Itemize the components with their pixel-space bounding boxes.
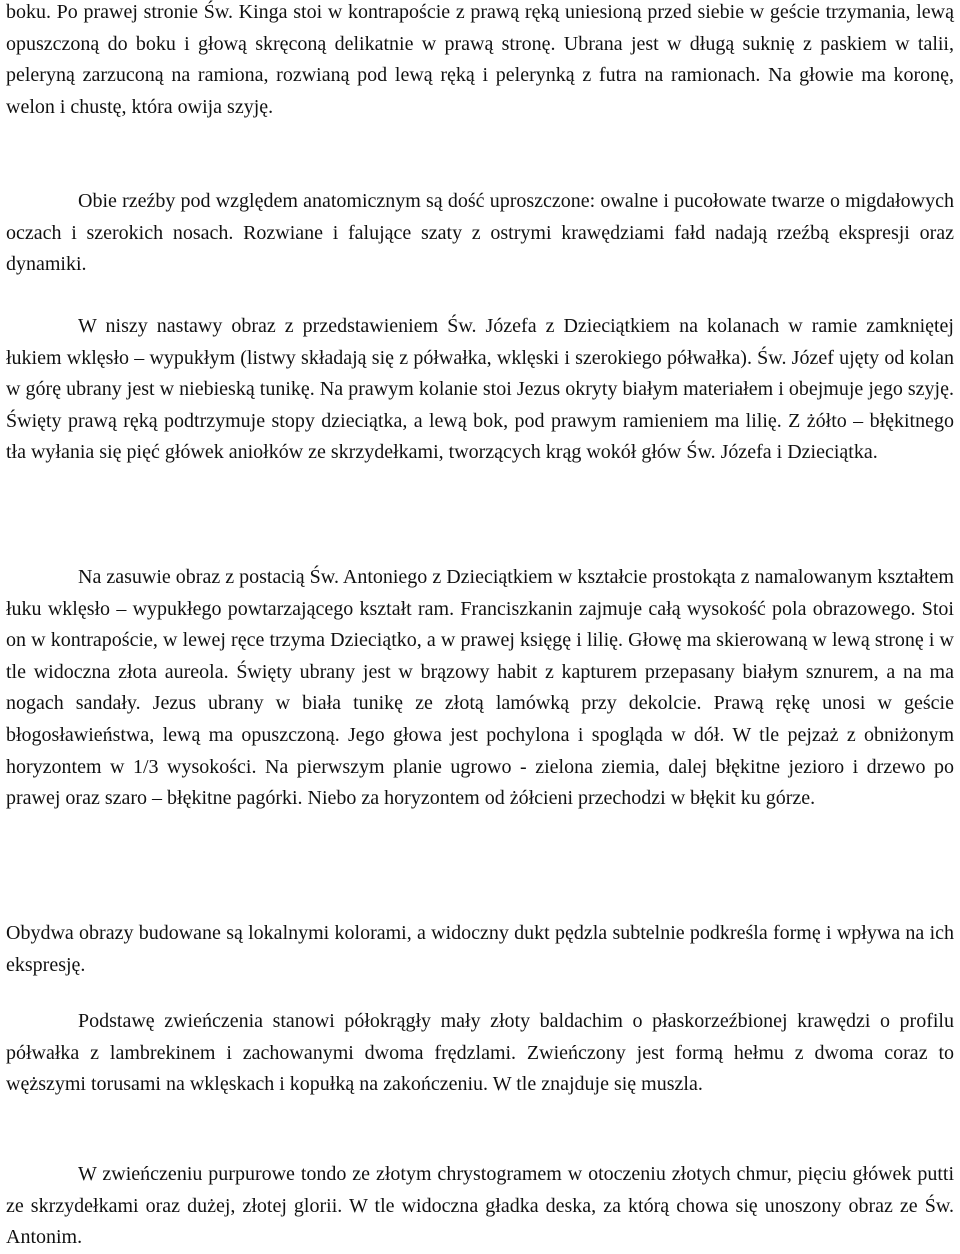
paragraph-crowning-tondo: W zwieńczeniu purpurowe tondo ze złotym chrystogramem w otoczeniu złotych chmur, pięciu główek putti ze skrzydełkami oraz dużej, złotej glorii. W tle widoczna gładka deska, za którą chowa się unoszony obraz ze Św. Antonim. bbox=[6, 1163, 954, 1249]
paragraph-both-paintings: Obydwa obrazy budowane są lokalnymi kolorami, a widoczny dukt pędzla subtelnie podkreśla formę i wpływa na ich ekspresję. bbox=[6, 922, 954, 976]
paragraph-jozef: W niszy nastawy obraz z przedstawieniem Św. Józefa z Dzieciątkiem na kolanach w ramie zamkniętej łukiem wklęsło – wypukłym (listwy składają się z półwałka, wklęski i szerokiego półwałka). Św. Józef ujęty od kolan w górę ubrany jest w niebieską tunikę. Na prawym kolanie stoi Jezus okryty białym materiałem i obejmuje jego szyję. Święty prawą ręką podtrzymuje stopy dzieciątka, a lewą bok, pod prawym ramieniem ma lilię. Z żółto – błękitnego tła wyłania się pięć główek aniołków ze skrzydełkami, tworzących krąg wokół głów Św. Józefa i Dzieciątka. bbox=[6, 315, 954, 464]
paragraph-kinga: boku. Po prawej stronie Św. Kinga stoi w kontrapoście z prawą ręką uniesioną przed siebie w geście trzymania, lewą opuszczoną do boku i głową skręconą delikatnie w prawą stronę. Ubrana jest w długą suknię z paskiem w talii, peleryną zarzuconą na ramiona, rozwianą pod lewą ręką i pelerynką z futra na ramionach. Na głowie ma koronę, welon i chustę, która owija szyję. bbox=[6, 1, 954, 118]
paragraph-anatomy: Obie rzeźby pod względem anatomicznym są dość uproszczone: owalne i pucołowate twarze o migdałowych oczach i szerokich nosach. Rozwiane i falujące szaty z ostrymi krawędziami fałd nadają rzeźbą ekspresji oraz dynamiki. bbox=[6, 190, 954, 276]
paragraph-antoni: Na zasuwie obraz z postacią Św. Antoniego z Dzieciątkiem w kształcie prostokąta z namalowanym kształtem łuku wklęsło – wypukłego powtarzającego kształt ram. Franciszkanin zajmuje całą wysokość pola obrazowego. Stoi on w kontrapoście, w lewej ręce trzyma Dzieciątko, a w prawej księgę i lilię. Głowę ma skierowaną w lewą stronę i w tle widoczna złota aureola. Święty ubrany jest w brązowy habit z kapturem przepasany białym sznurem, a na ma nogach sandały. Jezus ubrany w biała tunikę ze złotą lamówką przy dekolcie. Prawą rękę unosi w geście błogosławieństwa, lewą ma opuszczoną. Jego głowa jest pochylona i spogląda w dół. W tle pejzaż z obniżonym horyzontem w 1/3 wysokości. Na pierwszym planie ugrowo - zielona ziemia, dalej błękitne jezioro i drzewo po prawej oraz szaro – błękitne pagórki. Niebo za horyzontem od żółcieni przechodzi w błękit ku górze. bbox=[6, 566, 954, 810]
paragraph-crowning-base: Podstawę zwieńczenia stanowi półokrągły mały złoty baldachim o płaskorzeźbionej krawędzi o profilu półwałka z lambrekinem i zachowanymi dwoma frędzlami. Zwieńczony jest formą hełmu z dwoma coraz to węższymi torusami na wklęskach i kopułką na zakończeniu. W tle znajduje się muszla. bbox=[6, 1010, 954, 1096]
